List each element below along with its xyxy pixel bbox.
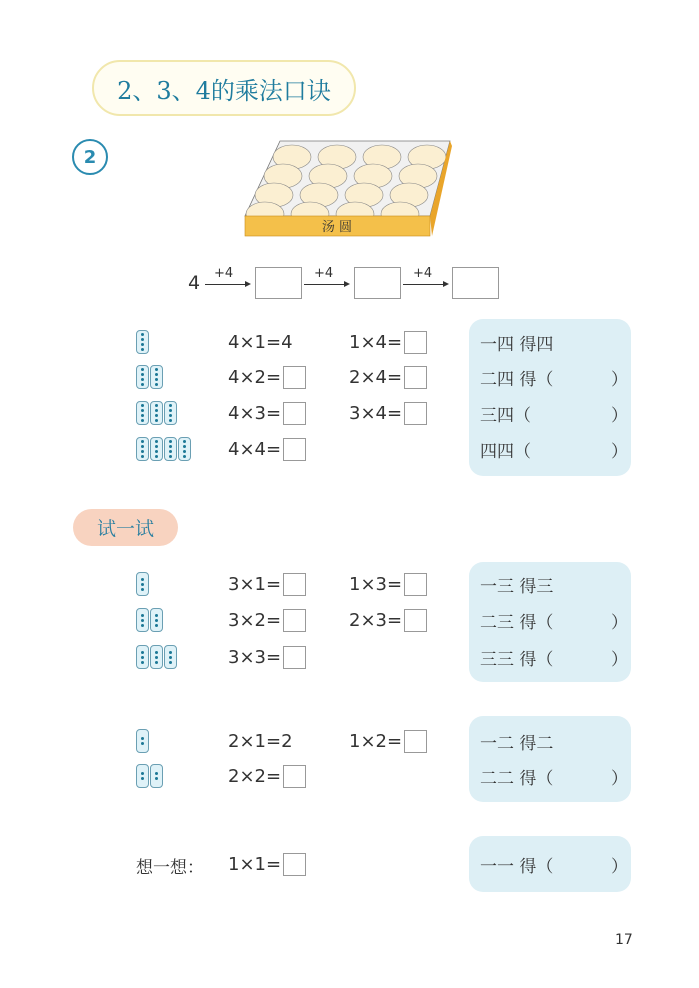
dot	[183, 450, 186, 453]
multiplication-rhyme	[480, 438, 628, 460]
step-label: +4	[314, 266, 334, 281]
equation-text: 2×3=	[349, 609, 403, 631]
dot	[155, 656, 158, 659]
dot	[155, 624, 158, 627]
dot	[169, 651, 172, 654]
dot	[155, 772, 158, 775]
dot-cards	[136, 729, 150, 753]
dot-card	[150, 365, 163, 389]
dot-cards	[136, 572, 150, 596]
equation	[349, 331, 427, 353]
rhyme-text: 二二 得（	[480, 768, 554, 789]
answer-box[interactable]	[283, 853, 306, 876]
dot	[155, 651, 158, 654]
lesson-title: 2、3、4的乘法口诀	[92, 60, 356, 116]
sequence-answer-box-1[interactable]	[255, 267, 302, 299]
multiplication-rhyme	[480, 609, 628, 631]
equation-text: 3×3=	[228, 646, 282, 668]
equation-text: 2×4=	[349, 366, 403, 388]
dot	[141, 414, 144, 417]
dot	[155, 614, 158, 617]
equation	[228, 646, 306, 668]
dot-card	[150, 764, 163, 788]
equation-text: 2×1=	[228, 730, 282, 752]
dot-cards	[136, 608, 164, 632]
rhyme-text: 三三 得（	[480, 649, 554, 670]
dot	[169, 450, 172, 453]
dot	[155, 440, 158, 443]
equation	[228, 609, 306, 631]
equation-text: 1×3=	[349, 573, 403, 595]
dot	[141, 373, 144, 376]
rhyme-text: 二三 得（	[480, 612, 554, 633]
dot	[155, 404, 158, 407]
rhyme-text: 一四 得四	[480, 334, 554, 355]
dot	[183, 445, 186, 448]
dot	[169, 419, 172, 422]
rhyme-text: 一三 得三	[480, 576, 554, 597]
answer-box[interactable]	[283, 609, 306, 632]
rhyme-text: 三四（	[480, 405, 531, 426]
answer-box[interactable]	[404, 366, 427, 389]
answer-box[interactable]	[283, 438, 306, 461]
dot	[155, 378, 158, 381]
dot-card	[150, 645, 163, 669]
dot	[141, 419, 144, 422]
dot-card	[136, 365, 149, 389]
answer-box[interactable]	[283, 573, 306, 596]
dot	[155, 661, 158, 664]
equation-text: 1×2=	[349, 730, 403, 752]
equation	[228, 730, 293, 752]
multiplication-rhyme	[480, 573, 628, 595]
dot	[155, 409, 158, 412]
dot-card	[136, 764, 149, 788]
dot	[155, 445, 158, 448]
dot	[141, 333, 144, 336]
equation	[228, 402, 306, 424]
rhyme-text: 四四（	[480, 441, 531, 462]
answer-box[interactable]	[283, 646, 306, 669]
answer-box[interactable]	[404, 402, 427, 425]
dot	[169, 414, 172, 417]
step-label: +4	[413, 266, 433, 281]
equation	[228, 366, 306, 388]
equation-answer: 2	[281, 730, 293, 752]
dot-card	[136, 330, 149, 354]
dot	[141, 737, 144, 740]
dot	[169, 404, 172, 407]
dot	[141, 445, 144, 448]
equation-text: 4×3=	[228, 402, 282, 424]
dot	[141, 455, 144, 458]
equation	[349, 730, 427, 752]
dot-card	[136, 645, 149, 669]
dot-card	[136, 729, 149, 753]
rhyme-close-paren: ）	[611, 369, 628, 390]
multiplication-rhyme	[480, 366, 628, 388]
dot	[155, 373, 158, 376]
rhyme-text: 一二 得二	[480, 733, 554, 754]
dot	[169, 455, 172, 458]
rhyme-close-paren: ）	[611, 405, 628, 426]
rhyme-text: 一一 得（	[480, 856, 554, 877]
equation	[349, 366, 427, 388]
rhyme-text: 二四 得（	[480, 369, 554, 390]
answer-box[interactable]	[404, 573, 427, 596]
rhyme-close-paren: ）	[611, 768, 628, 789]
rhyme-close-paren: ）	[611, 649, 628, 670]
dot-card	[150, 608, 163, 632]
dot	[155, 419, 158, 422]
dot-cards	[136, 437, 192, 461]
dot	[169, 445, 172, 448]
dot-cards	[136, 365, 164, 389]
dot-card	[164, 401, 177, 425]
dot	[141, 348, 144, 351]
dot	[141, 656, 144, 659]
dot	[169, 409, 172, 412]
dot	[141, 624, 144, 627]
dot	[141, 588, 144, 591]
dot-cards	[136, 401, 178, 425]
equation	[228, 765, 306, 787]
dot	[155, 414, 158, 417]
dot	[141, 440, 144, 443]
equation-text: 3×4=	[349, 402, 403, 424]
dot	[141, 409, 144, 412]
equation	[228, 853, 306, 875]
page-number: 17	[615, 932, 633, 948]
answer-box[interactable]	[283, 402, 306, 425]
dot-card	[150, 401, 163, 425]
dot-cards	[136, 330, 150, 354]
equation	[228, 573, 306, 595]
dot	[141, 450, 144, 453]
dot	[141, 583, 144, 586]
dot	[141, 619, 144, 622]
equation-text: 1×4=	[349, 331, 403, 353]
dot	[141, 742, 144, 745]
dot-card	[136, 572, 149, 596]
dot	[141, 661, 144, 664]
answer-box[interactable]	[404, 730, 427, 753]
think-label: 想一想：	[136, 858, 204, 878]
answer-box[interactable]	[283, 765, 306, 788]
dot	[141, 614, 144, 617]
answer-box[interactable]	[283, 366, 306, 389]
step-label: +4	[214, 266, 234, 281]
sequence-answer-box-2[interactable]	[354, 267, 401, 299]
dot	[141, 338, 144, 341]
dot	[141, 378, 144, 381]
answer-box[interactable]	[404, 331, 427, 354]
rhyme-close-paren: ）	[611, 856, 628, 877]
dot-card	[178, 437, 191, 461]
equation-text: 4×4=	[228, 438, 282, 460]
answer-box[interactable]	[404, 609, 427, 632]
dot	[141, 777, 144, 780]
try-it-label: 试一试	[73, 509, 178, 546]
equation-text: 1×1=	[228, 853, 282, 875]
dot	[141, 383, 144, 386]
dot	[141, 578, 144, 581]
dot-cards	[136, 645, 178, 669]
dot	[141, 772, 144, 775]
dot	[155, 383, 158, 386]
multiplication-rhyme	[480, 730, 628, 752]
equation	[228, 438, 306, 460]
multiplication-rhyme	[480, 853, 628, 875]
tangyuan-tray-illustration	[240, 138, 455, 238]
sequence-start: 4	[188, 272, 201, 294]
dot	[155, 619, 158, 622]
dot	[155, 777, 158, 780]
equation	[228, 331, 293, 353]
dot	[141, 651, 144, 654]
equation-answer: 4	[281, 331, 293, 353]
dot-card	[136, 401, 149, 425]
dot-card	[164, 437, 177, 461]
equation-text: 4×2=	[228, 366, 282, 388]
rhyme-close-paren: ）	[611, 441, 628, 462]
example-number-badge: 2	[72, 139, 108, 175]
equation-text: 3×2=	[228, 609, 282, 631]
multiplication-rhyme	[480, 646, 628, 668]
dot-card	[150, 437, 163, 461]
dot	[141, 368, 144, 371]
dot	[141, 343, 144, 346]
equation-text: 4×1=	[228, 331, 282, 353]
arrow-icon	[304, 284, 348, 285]
dot	[141, 404, 144, 407]
dot-card	[136, 437, 149, 461]
equation	[349, 573, 427, 595]
arrow-icon	[403, 284, 447, 285]
equation-text: 2×2=	[228, 765, 282, 787]
arrow-icon	[205, 284, 249, 285]
dot	[155, 368, 158, 371]
dot	[169, 656, 172, 659]
multiplication-rhyme	[480, 331, 628, 353]
dot	[169, 440, 172, 443]
multiplication-rhyme	[480, 765, 628, 787]
dot	[155, 450, 158, 453]
dot-cards	[136, 764, 164, 788]
dot-card	[164, 645, 177, 669]
tray-label: 汤 圆	[321, 220, 353, 235]
sequence-answer-box-3[interactable]	[452, 267, 499, 299]
dot	[169, 661, 172, 664]
dot	[155, 455, 158, 458]
rhyme-close-paren: ）	[611, 612, 628, 633]
dot	[183, 455, 186, 458]
dot	[183, 440, 186, 443]
equation	[349, 402, 427, 424]
multiplication-rhyme	[480, 402, 628, 424]
dot-card	[136, 608, 149, 632]
equation-text: 3×1=	[228, 573, 282, 595]
equation	[349, 609, 427, 631]
